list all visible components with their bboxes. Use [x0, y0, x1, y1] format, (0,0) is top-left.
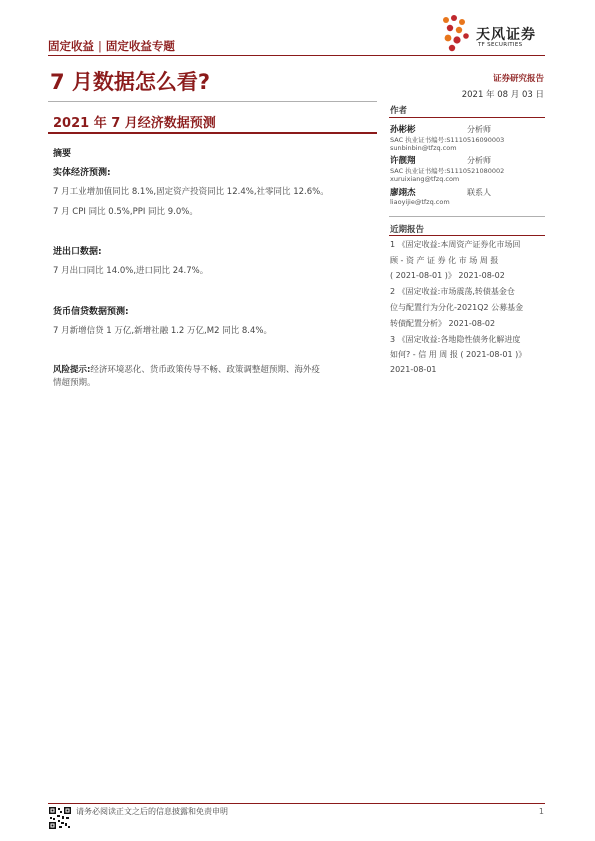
recent-reports-divider — [389, 235, 545, 236]
authors-heading: 作者 — [390, 106, 408, 116]
subtitle-divider — [48, 132, 377, 134]
abstract-heading: 摘要 — [53, 149, 72, 159]
report-type: 证券研究报告 — [492, 74, 544, 84]
author-email: xuruixiang@tfzq.com — [390, 175, 460, 183]
section-text: 7 月 CPI 同比 0.5%,PPI 同比 9.0%。 — [53, 207, 198, 217]
authors-divider — [389, 117, 545, 118]
author-email: liaoyijie@tfzq.com — [390, 198, 450, 206]
section-text: 7 月工业增加值同比 8.1%,固定资产投资同比 12.4%,社零同比 12.6%。 — [53, 187, 329, 197]
author-role: 分析师 — [467, 125, 491, 134]
recent-report-item[interactable]: 2021-08-01 — [390, 365, 437, 374]
logo-name-en: TF SECURITIES — [478, 42, 523, 48]
author-role: 分析师 — [467, 156, 491, 165]
page-number: 1 — [538, 807, 544, 816]
author-cert: SAC 执业证书编号:S1110521080002 — [390, 167, 505, 175]
title-divider — [48, 101, 377, 102]
author-cert: SAC 执业证书编号:S1110516090003 — [390, 136, 505, 144]
section-heading-real-economy: 实体经济预测: — [53, 168, 111, 178]
logo-name-cn: 天风证券 — [476, 27, 536, 43]
recent-report-item[interactable]: 转债配置分析》 2021-08-02 — [390, 319, 496, 328]
category-label: 固定收益 — [48, 39, 94, 53]
recent-report-item[interactable]: 3 《固定收益:各地隐性债务化解进度 — [390, 335, 521, 344]
recent-report-item[interactable]: ( 2021-08-01 )》 2021-08-02 — [390, 271, 505, 280]
author-name: 廖翊杰 — [390, 188, 416, 198]
page-subtitle: 2021 年 7 月经济数据预测 — [53, 116, 216, 131]
recent-report-item[interactable]: 如何? - 信 用 周 报 ( 2021-08-01 )》 — [390, 350, 527, 359]
footer-divider — [48, 803, 545, 804]
subcategory-label: 固定收益专题 — [105, 39, 175, 53]
recent-report-item[interactable]: 1 《固定收益:本周资产证券化市场回 — [390, 240, 521, 249]
footer-disclaimer: 请务必阅读正文之后的信息披露和免责申明 — [76, 807, 228, 816]
author-role: 联系人 — [467, 188, 491, 197]
author-name: 孙彬彬 — [390, 125, 416, 135]
qr-code-icon — [48, 806, 72, 830]
section-heading-trade: 进出口数据: — [53, 247, 102, 257]
authors-end-divider — [389, 216, 545, 217]
recent-report-item[interactable]: 位与配置行为分化-2021Q2 公募基金 — [390, 303, 524, 312]
author-email: sunbinbin@tfzq.com — [390, 144, 457, 152]
header-category — [48, 38, 175, 54]
header-divider — [48, 55, 545, 56]
header-separator: | — [98, 39, 102, 53]
recent-reports-heading: 近期报告 — [390, 225, 425, 235]
page-title: 7 月数据怎么看? — [50, 70, 211, 94]
report-date: 2021 年 08 月 03 日 — [461, 90, 544, 100]
recent-report-item[interactable]: 顾 - 资 产 证 券 化 市 场 周 报 — [390, 256, 499, 265]
risk-warning — [53, 363, 320, 375]
author-name: 许靓翔 — [390, 156, 416, 166]
section-text: 7 月出口同比 14.0%,进口同比 24.7%。 — [53, 266, 209, 276]
risk-text: 经济环境恶化、货币政策传导不畅、政策调整超预期、海外疫 — [90, 365, 320, 375]
recent-report-item[interactable]: 2 《固定收益:市场震荡,转债基金仓 — [390, 287, 515, 296]
risk-text-cont: 情超预期。 — [53, 378, 96, 388]
section-heading-credit: 货币信贷数据预测: — [53, 307, 129, 317]
risk-label: 风险提示: — [53, 365, 91, 375]
section-text: 7 月新增信贷 1 万亿,新增社融 1.2 万亿,M2 同比 8.4%。 — [53, 326, 272, 336]
